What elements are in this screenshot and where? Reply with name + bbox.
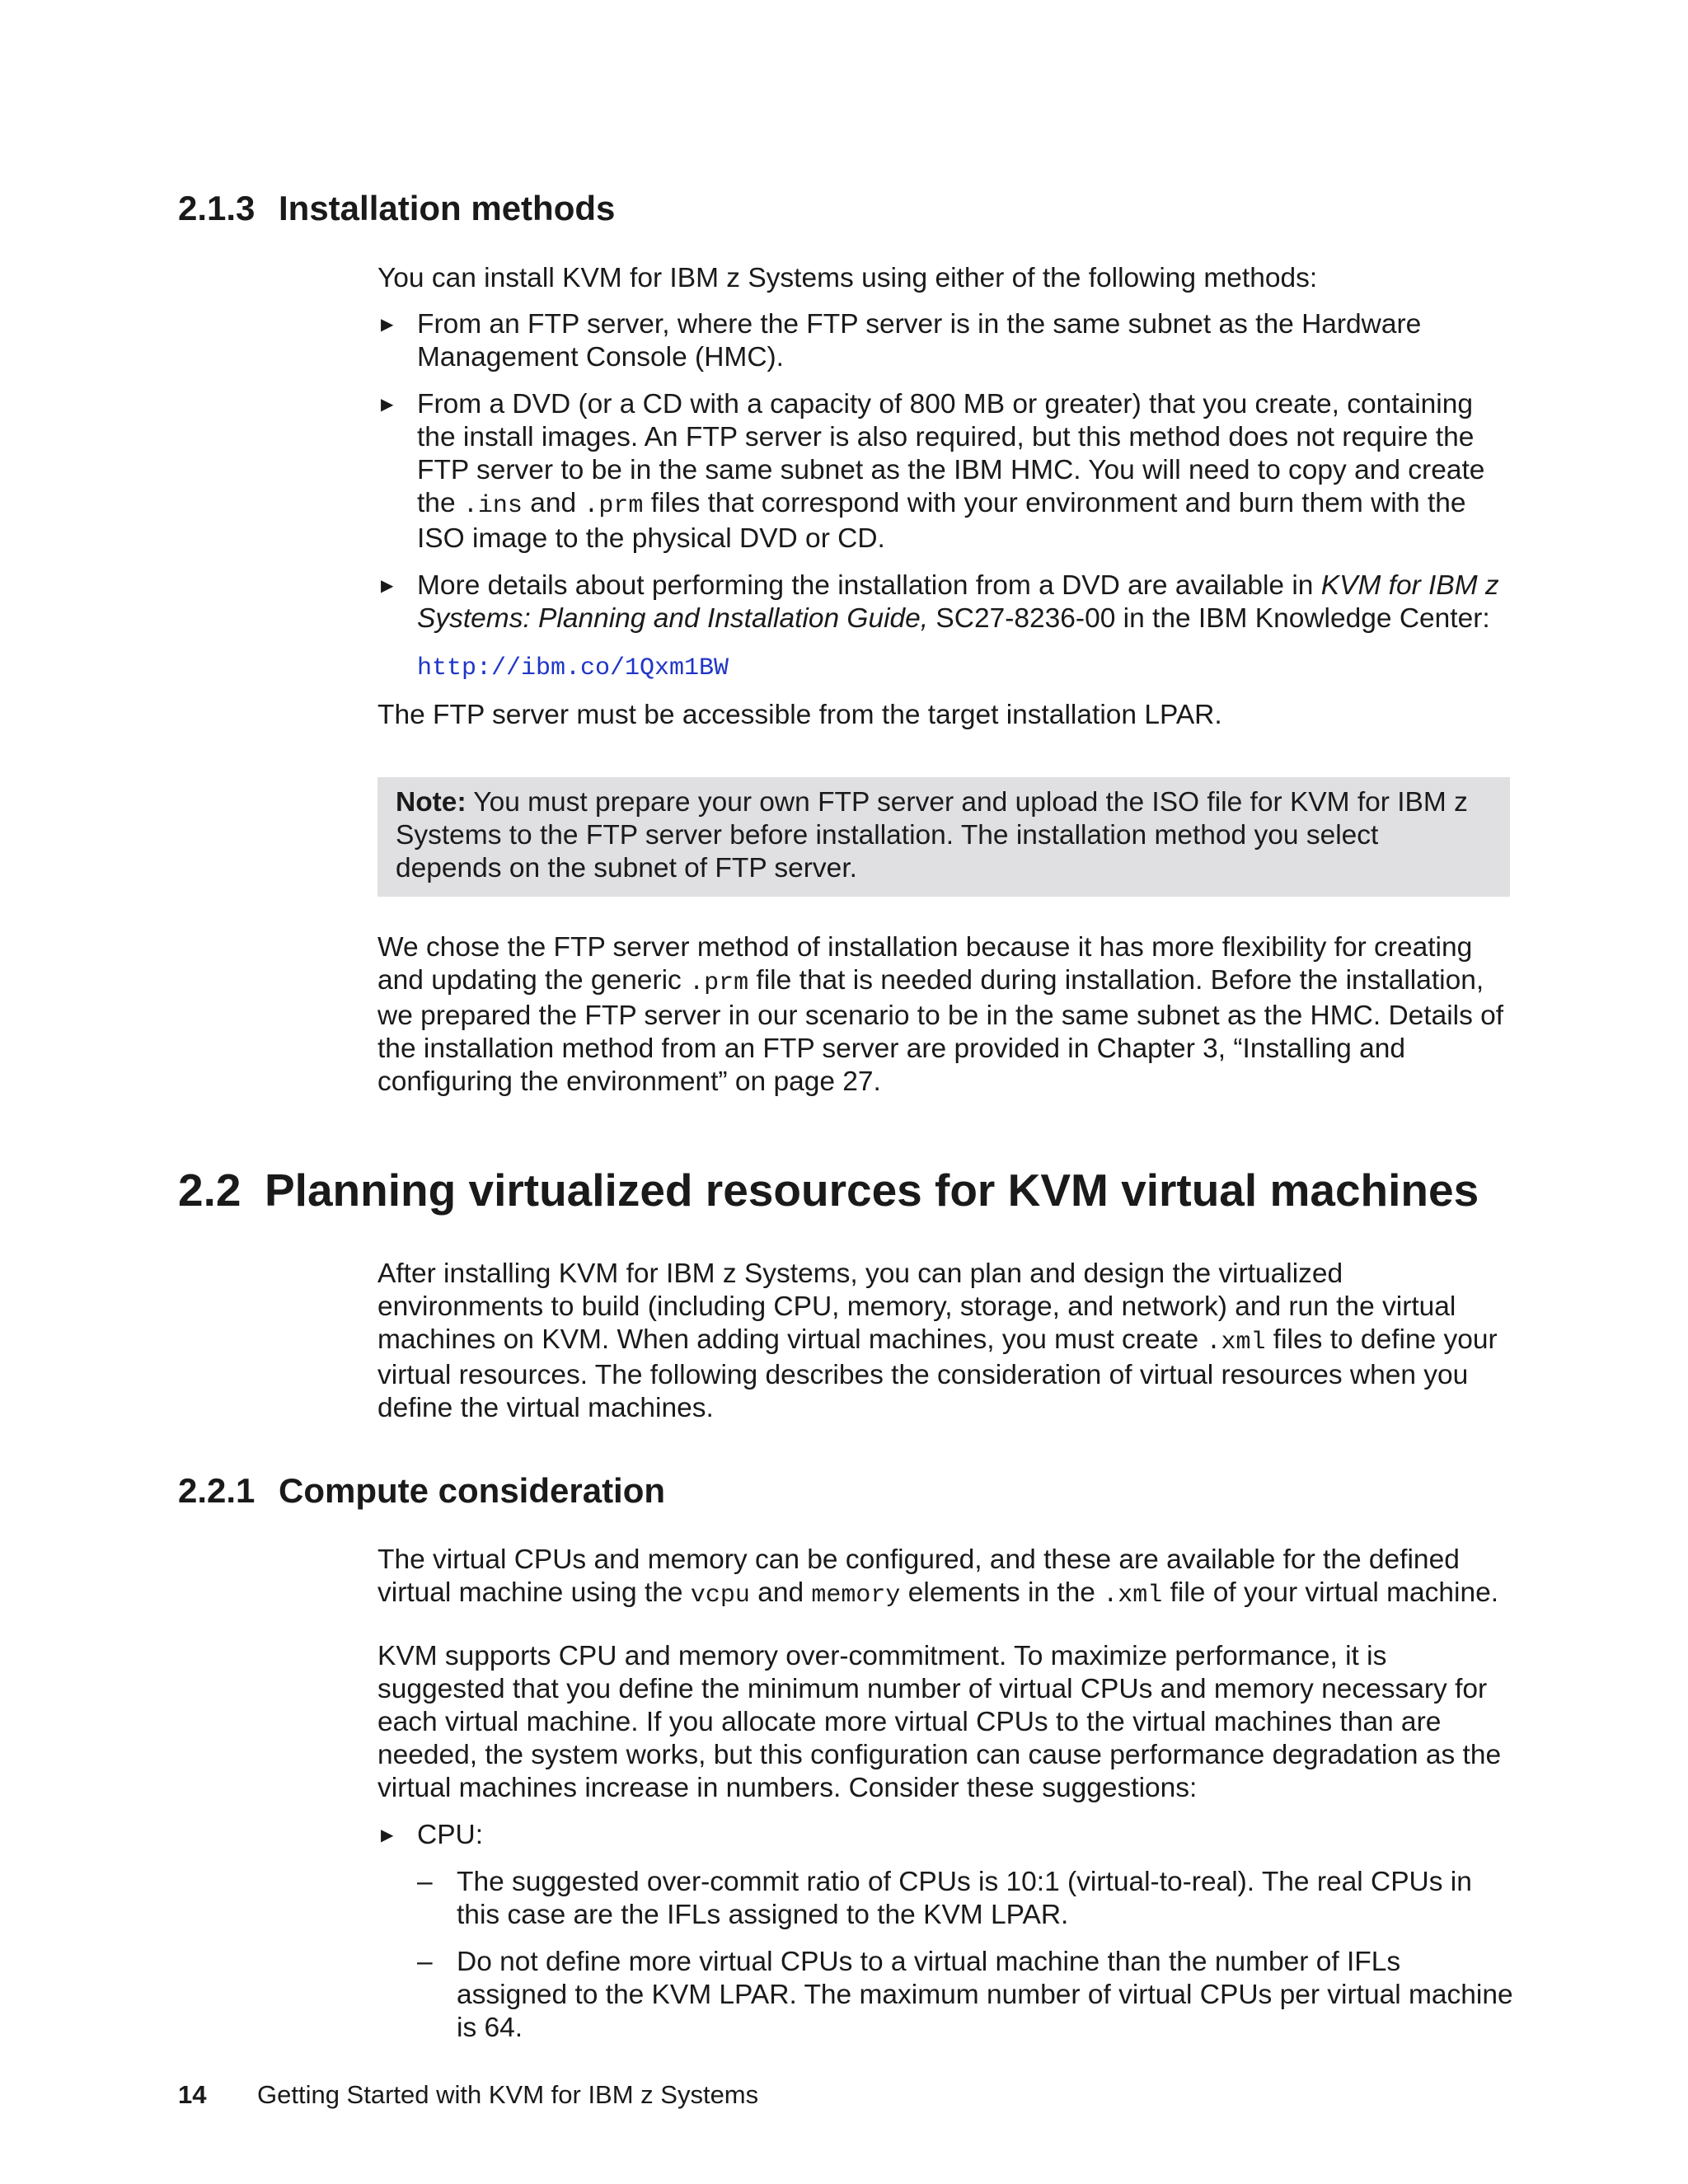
section-number: 2.2.1 [178,1471,256,1510]
list-item [377,569,1515,685]
bullet-triangle-icon: ▶ [381,316,394,334]
sub-list-item [377,1946,1515,2045]
list-item-text: More details about performing the installation from a DVD are available in [417,570,1321,601]
paragraph-text: elements in the [900,1577,1104,1608]
page-number: 14 [178,2080,207,2109]
list-item-text: From an FTP server, where the FTP server is in the same subnet as the Hardware Management Console (HMC). [417,309,1422,373]
paragraph-text: The virtual CPUs and memory can be configured, and these are available for the defined virtual machine using the [377,1544,1460,1608]
section-title: Installation methods [279,189,616,227]
list-item-text: From a DVD (or a CD with a capacity of 800 MB or greater) that you create, containing the install images. An FTP server is also required, but this method does not require the FTP server to be in the same subnet as the IBM HMC. You will need to copy and create the [417,389,1485,518]
paragraph-text: and [749,1577,812,1608]
bullet-triangle-icon: ▶ [381,1826,394,1844]
bullet-triangle-icon: ▶ [381,577,394,595]
book-title: Getting Started with KVM for IBM z Systems [257,2080,759,2109]
note-box [377,777,1510,897]
ftp-access-paragraph: The FTP server must be accessible from the target installation LPAR. [377,700,1222,730]
vcpu-paragraph [377,1544,1515,1612]
note-label: Note: [396,787,467,818]
knowledge-center-link[interactable]: http://ibm.co/1Qxm1BW [417,654,729,682]
sub-list-item [377,1866,1515,1932]
section-number: 2.1.3 [178,189,256,227]
list-item-text: CPU: [417,1820,484,1850]
intro-paragraph: You can install KVM for IBM z Systems using either of the following methods: [377,263,1318,293]
section-number: 2.2 [178,1165,241,1216]
paragraph-text: files to define your virtual resources. The following describes the consideration of virtual resources when you define the virtual machines. [377,1324,1498,1423]
dash-marker: – [417,1867,433,1897]
inline-code: .ins [462,492,523,520]
section-2-2-body [377,1258,1515,1425]
inline-code: .prm [689,969,749,997]
list-item [377,1819,1515,1852]
ftp-choice-paragraph-block [377,931,1515,1099]
inline-code: memory [811,1582,901,1610]
sub-list-item-text: Do not define more virtual CPUs to a virtual machine than the number of IFLs assigned to the KVM LPAR. The maximum number of virtual CPUs per virtual machine is 64. [457,1947,1513,2043]
section-2-1-3-body [377,262,1515,732]
link-line [417,649,1515,685]
inline-code: .xml [1103,1582,1163,1610]
inline-code: .prm [584,492,644,520]
section-title: Compute consideration [279,1471,666,1510]
ftp-choice-paragraph [377,931,1515,1099]
list-item-text: files that correspond with your environment and burn them with the ISO image to the physical DVD or CD. [417,488,1466,554]
inline-code: .xml [1206,1329,1266,1357]
list-item-text: SC27-8236-00 in the IBM Knowledge Center: [928,603,1490,634]
list-item [377,388,1515,555]
bullet-triangle-icon: ▶ [381,396,394,414]
sub-list-item-text: The suggested over-commit ratio of CPUs is 10:1 (virtual-to-real). The real CPUs in this case are the IFLs assigned to the KVM LPAR. [457,1867,1472,1930]
paragraph-text: file that is needed during installation. Before the installation, we prepared the FTP server in our scenario to be in the same subnet as the HMC. Details of the installation method from an FTP server are provided in Chapter 3, “Installing and configuring the environment” on page 27. [377,965,1504,1097]
planning-paragraph [377,1258,1515,1425]
book-title-italic: KVM for IBM z Systems: Planning and Installation Guide, [417,570,1499,634]
page-footer [178,2079,758,2111]
section-2-2-1-body [377,1544,1515,2045]
list-item-text: and [522,488,584,518]
paragraph-text: After installing KVM for IBM z Systems, you can plan and design the virtualized environments to build (including CPU, memory, storage, and network) and run the virtual machines on KVM. When adding virtual machines, you must create [377,1258,1456,1355]
note-text: You must prepare your own FTP server and upload the ISO file for KVM for IBM z Systems to the FTP server before installation. The installation method you select depends on the subnet of FTP server. [396,787,1468,883]
section-heading-2-2 [178,1163,1479,1217]
section-heading-2-2-1 [178,1470,665,1511]
overcommit-paragraph: KVM supports CPU and memory over-commitment. To maximize performance, it is suggested that you define the minimum number of virtual CPUs and memory necessary for each virtual machine. If you allocate more virtual CPUs to the virtual machines than are needed, the system works, but this configuration can cause performance degradation as the virtual machines increase in numbers. Consider these suggestions: [377,1641,1502,1803]
inline-code: vcpu [690,1582,750,1610]
dash-marker: – [417,1947,433,1977]
paragraph-text: file of your virtual machine. [1162,1577,1499,1608]
list-item [377,308,1515,374]
section-title: Planning virtualized resources for KVM virtual machines [265,1165,1479,1216]
paragraph-text: We chose the FTP server method of installation because it has more flexibility for creating and updating the generic [377,932,1473,996]
section-heading-2-1-3 [178,188,615,229]
